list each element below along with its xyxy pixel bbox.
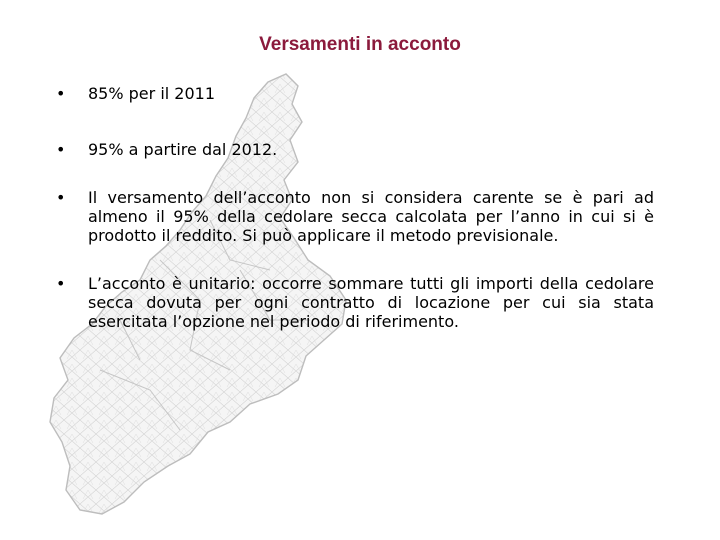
- bullet-dot: •: [56, 188, 66, 207]
- bullet-item: [56, 84, 654, 103]
- bullet-item: [56, 188, 654, 245]
- bullet-text: L’acconto è unitario: occorre sommare tutti gli importi della cedolare secca dovuta per ogni contratto di locazione per cui sia stata esercitata l’opzione nel periodo di riferimento.: [88, 274, 654, 331]
- bullet-item: [56, 274, 654, 331]
- bullet-dot: •: [56, 84, 66, 103]
- bullet-text: 85% per il 2011: [88, 84, 216, 103]
- bullet-text: 95% a partire dal 2012.: [88, 140, 278, 159]
- slide-title: Versamenti in acconto: [259, 34, 461, 55]
- bullet-text: Il versamento dell’acconto non si considera carente se è pari ad almeno il 95% della cedolare secca calcolata per l’anno in cui si è prodotto il reddito. Si può applicare il metodo previsionale.: [88, 188, 654, 245]
- bullet-list: [56, 84, 654, 331]
- bullet-dot: •: [56, 274, 66, 293]
- bullet-dot: •: [56, 140, 66, 159]
- bullet-item: [56, 140, 654, 159]
